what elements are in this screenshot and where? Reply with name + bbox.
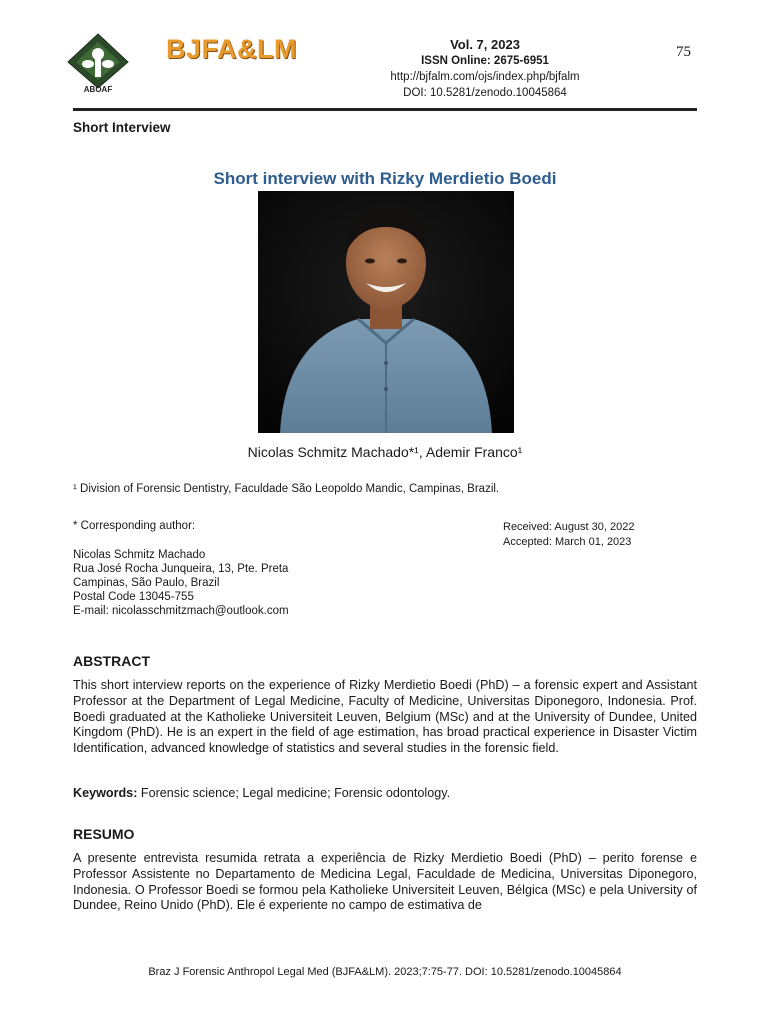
abstract-heading: ABSTRACT — [73, 653, 150, 669]
journal-logo-text: BJFA&LM — [166, 34, 297, 64]
resumo-text: A presente entrevista resumida retrata a experiência de Rizky Merdietio Boedi (PhD) – perito forense e Professor Assistente no Departamento de Medicina Legal, Faculdade de Medicina, Universitas Diponegoro, Indonesia. O Professor Boedi se formou pela Katholieke Universiteit Leuven, Bélgica (MSc) e pela University of Dundee, Reino Unido (PhD). Ele é experiente no campo de estimativa de — [73, 851, 697, 913]
corresponding-author-label: * Corresponding author: — [73, 520, 196, 532]
address-line: Campinas, São Paulo, Brazil — [73, 577, 220, 589]
journal-url[interactable]: http://bjfalm.com/ojs/index.php/bjfalm — [390, 71, 580, 83]
issn: ISSN Online: 2675-6951 — [421, 55, 549, 67]
doi[interactable]: DOI: 10.5281/zenodo.10045864 — [403, 87, 567, 99]
address-line: Nicolas Schmitz Machado — [73, 549, 206, 561]
email-line[interactable]: E-mail: nicolasschmitzmach@outlook.com — [73, 605, 289, 617]
portrait-photo — [258, 191, 514, 433]
abstract-text: This short interview reports on the experience of Rizky Merdietio Boedi (PhD) – a forensic expert and Assistant Professor at the Department of Legal Medicine, Faculty of Medicine, Universitas Diponegoro, Indonesia. Prof. Boedi graduated at the Katholieke Universiteit Leuven, Belgium (MSc) and at the University of Dundee, United Kingdom (PhD). He is an expert in the field of age estimation, has broad practical experience in Disaster Victim Identification, advanced knowledge of statistics and several studies in the forensic field. — [73, 678, 697, 756]
article-title: Short interview with Rizky Merdietio Boedi — [213, 169, 557, 188]
keywords — [73, 786, 450, 800]
accepted-date: Accepted: March 01, 2023 — [503, 536, 632, 548]
journal-emblem-icon — [66, 32, 130, 94]
received-date: Received: August 30, 2022 — [503, 521, 635, 533]
page-footer: Braz J Forensic Anthropol Legal Med (BJFA&LM). 2023;7:75-77. DOI: 10.5281/zenodo.10045864 — [148, 966, 622, 978]
address-line: Postal Code 13045-755 — [73, 591, 194, 603]
keywords-label: Keywords: — [73, 786, 138, 800]
affiliation: ¹ Division of Forensic Dentistry, Faculdade São Leopoldo Mandic, Campinas, Brazil. — [73, 483, 500, 495]
section-label: Short Interview — [73, 120, 171, 135]
volume: Vol. 7, 2023 — [450, 37, 520, 52]
keywords-text: Forensic science; Legal medicine; Forensic odontology. — [140, 786, 451, 800]
emblem-caption: ABOAF — [83, 85, 113, 94]
author-list: Nicolas Schmitz Machado*¹, Ademir Franco¹ — [247, 444, 523, 460]
header-divider — [73, 108, 697, 111]
resumo-heading: RESUMO — [73, 826, 135, 842]
article-dates — [503, 520, 634, 550]
page-number: 75 — [676, 44, 691, 60]
corresponding-address — [73, 548, 289, 618]
address-line: Rua José Rocha Junqueira, 13, Pte. Preta — [73, 563, 289, 575]
